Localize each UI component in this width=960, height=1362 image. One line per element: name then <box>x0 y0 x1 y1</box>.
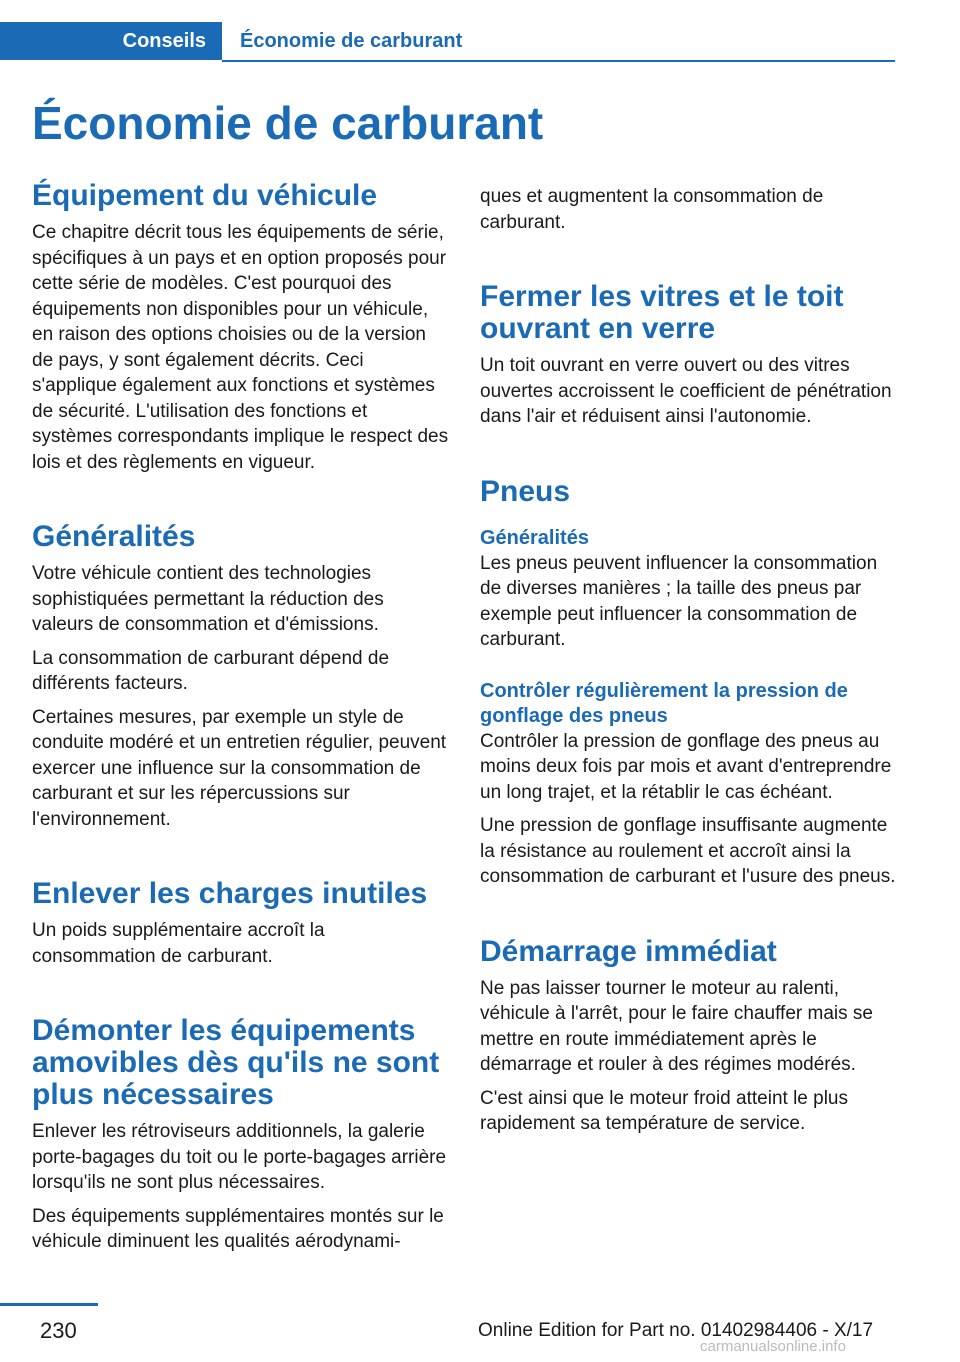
section-title-vitres: Fermer les vitres et le toit ouvrant en verre <box>480 280 844 345</box>
paragraph: ques et augmentent la consommation de carburant. <box>480 186 824 233</box>
paragraph: Un toit ouvrant en verre ouvert ou des vitres ouvertes accroissent le coefficient de pénétration dans l'air et réduisent ainsi l'autonomie. <box>480 355 892 427</box>
watermark: carmanualsonline.info <box>700 1338 846 1355</box>
left-column <box>32 180 450 1263</box>
section-title-demonter: Démonter les équipements amovibles dès qu'ils ne sont plus nécessaires <box>32 1014 440 1111</box>
footer-edition: Online Edition for Part no. 01402984406 - X/17 <box>478 1320 874 1341</box>
paragraph: Ne pas laisser tourner le moteur au ralenti, véhicule à l'arrêt, pour le faire chauffer mais se mettre en route immédiatement après le démarrage et rouler à des régimes modérés. <box>480 977 873 1075</box>
tab-conseils <box>0 22 222 60</box>
header-tabs <box>0 22 895 60</box>
right-column <box>480 184 900 1145</box>
tab-conseils-label: Conseils <box>122 29 206 52</box>
section-title-demarrage: Démarrage immédiat <box>480 934 777 968</box>
paragraph: Un poids supplémentaire accroît la consommation de carburant. <box>32 920 325 967</box>
paragraph: La consommation de carburant dépend de différents facteurs. <box>32 647 390 694</box>
paragraph: Contrôler la pression de gonflage des pneus au moins deux fois par mois et avant d'entreprendre un long trajet, et la rétablir le cas échéant. <box>480 730 892 803</box>
paragraph: Les pneus peuvent influencer la consommation de diverses manières ; la taille des pneus par exemple peut influencer la consommation de carburant. <box>480 552 878 650</box>
page-number: 230 <box>40 1318 77 1343</box>
paragraph: Enlever les rétroviseurs additionnels, la galerie porte-bagages du toit ou le porte-bagages arrière lorsqu'ils ne sont plus nécessaires. <box>32 1121 447 1193</box>
page-number-bar <box>0 1303 98 1306</box>
paragraph: Des équipements supplémentaires montés sur le véhicule diminuent les qualités aérodynami- <box>32 1205 444 1252</box>
section-title-equipement: Équipement du véhicule <box>32 179 378 212</box>
tab-economie-label: Économie de carburant <box>240 29 463 52</box>
paragraph: Votre véhicule contient des technologies sophistiquées permettant la réduction des valeurs de consommation et d'émissions. <box>32 563 384 635</box>
section-title-charges: Enlever les charges inutiles <box>32 877 428 910</box>
page-title: Économie de carburant <box>32 97 544 149</box>
header-rule <box>222 60 895 62</box>
section-title-generalites: Généralités <box>32 520 196 553</box>
subsection-title-generalites: Généralités <box>480 526 589 549</box>
paragraph: Une pression de gonflage insuffisante augmente la résistance au roulement et accroît ainsi la consommation de carburant et l'usure des pneus. <box>480 815 896 887</box>
paragraph: Ce chapitre décrit tous les équipements de série, spécifiques à un pays et en option proposés pour cette série de modèles. C'est pourquoi des équipements non disponibles pour un véhicule, en raison des options choisies ou de la version de pays, y sont également décrits. Ceci s'applique également aux fonctions et systèmes de sécurité. L'utilisation des fonctions et systèmes correspondants implique le respect des lois et des règlements en vigueur. <box>32 222 449 473</box>
paragraph: C'est ainsi que le moteur froid atteint le plus rapidement sa température de service. <box>480 1087 848 1134</box>
section-title-pneus: Pneus <box>480 474 571 508</box>
paragraph: Certaines mesures, par exemple un style de conduite modéré et un entretien régulier, peuvent exercer une influence sur la consommation de carburant et sur les répercussions sur l'environnement. <box>32 706 447 830</box>
tab-economie-carburant <box>240 22 462 60</box>
subsection-title-pression: Contrôler régulièrement la pression de gonflage des pneus <box>480 679 848 727</box>
